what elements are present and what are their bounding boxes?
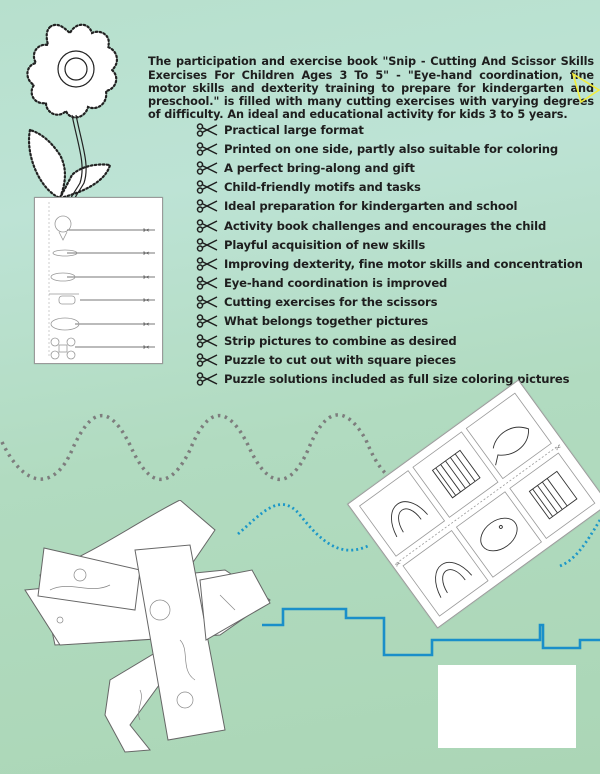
feature-text: Cutting exercises for the scissors: [224, 295, 438, 310]
feature-text: Ideal preparation for kindergarten and school: [224, 199, 518, 214]
feature-text: What belongs together pictures: [224, 314, 429, 329]
feature-text: Playful acquisition of new skills: [224, 237, 426, 252]
feature-text: Printed on one side, partly also suitable for coloring: [224, 141, 559, 156]
blank-white-box: [438, 665, 576, 748]
feature-text: Improving dexterity, fine motor skills and concentration: [224, 256, 583, 271]
gray-dotted-wave: [2, 415, 420, 480]
svg-text:✂: ✂: [393, 559, 403, 570]
svg-text:✂: ✂: [143, 296, 150, 305]
feature-text: Practical large format: [224, 122, 364, 137]
feature-text: Puzzle to cut out with square pieces: [224, 352, 456, 367]
feature-text: Activity book challenges and encourages the child: [224, 218, 547, 233]
feature-text: Puzzle solutions included as full size coloring pictures: [224, 372, 570, 387]
intro-paragraph: The participation and exercise book "Snip - Cutting And Scissor Skills Exercises For Children Ages 3 To 5" - "Eye-hand coordination, fine motor skills and dexterity training to prepare for kindergarten and preschool." is filled with many cutting exercises with varying degrees of difficulty. An ideal and educational activity for kids 3 to 5 years.: [148, 55, 594, 122]
strip-pictures-collage: [20, 500, 300, 770]
feature-text: Eye-hand coordination is improved: [224, 276, 448, 291]
svg-text:✂: ✂: [143, 273, 150, 282]
svg-text:✂: ✂: [553, 443, 564, 454]
feature-text: Child-friendly motifs and tasks: [224, 180, 421, 195]
svg-text:✂: ✂: [143, 343, 150, 352]
feature-text: A perfect bring-along and gift: [224, 160, 415, 175]
feature-text: Strip pictures to combine as desired: [224, 333, 457, 348]
svg-text:✂: ✂: [143, 226, 150, 235]
svg-text:✂: ✂: [143, 249, 150, 258]
svg-text:✂: ✂: [143, 320, 150, 329]
